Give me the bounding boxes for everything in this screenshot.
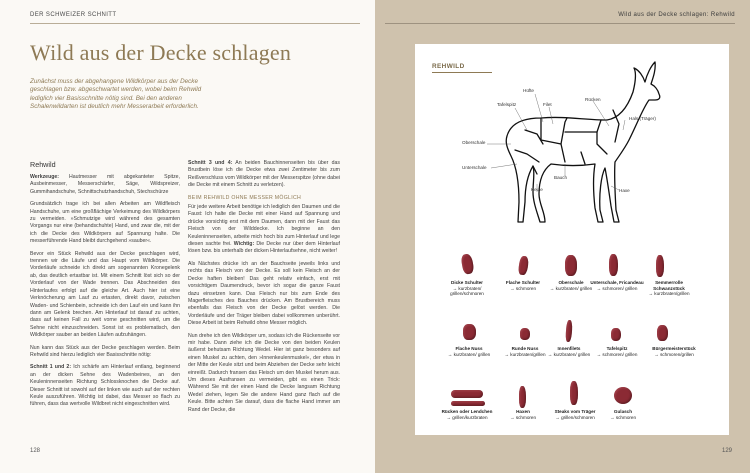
cut-label: Rücken oder Lendchen → grillen/kurzbraten <box>441 409 493 420</box>
paragraph: Grundsätzlich trage ich bei allen Arbeiten am Wildfleisch Handschuhe, um eine großflächige Verkeimung des Wildkörpers zu vermeiden. »Schmutzige wird während des gesamten Vorgangs nur eine (behandschuhte) Hand, und zwar die, mit der ich die Decke des Wildkörpers auf Spannung halte. Die messerführende Hand bleibt durchgehend »sauber«. <box>30 201 180 245</box>
text: Die Decke nur über dem Hinterlauf lösen bzw. bis unterhalb der dicken Hinterlaufsehne, nicht weiter! <box>188 241 340 255</box>
text: Für jede weitere Arbeit benötige ich lediglich den Daumen und die Faust: Ich halte die Decke mit einer Hand auf Spannung und drücke vorsichtig erst mit dem Daumen, dann mit der Faust das Fleisch von der Wilddecke. Ich beginne an den Keuleninnenseiten, arbeite mich hoch bis zum Hinterlauf und lege diesen sachte frei. <box>188 204 340 248</box>
header-rule <box>385 23 735 24</box>
page-number-left: 128 <box>30 448 41 454</box>
label-haxe: Haxe <box>619 188 630 193</box>
bold-text: Wichtig: <box>231 241 255 248</box>
meat-image-oberschale <box>565 255 577 276</box>
paragraph: Als Nächstes drücke ich an der Bauchseite jeweils links und rechts das Fleisch von der Decke. Es soll kein Fleisch an der Decke haften bleiben! Das geht relativ einfach, erst mit vorsichtigem Daumendruck, bevor ich sogar die ganze Faust dazu einsetzen kann. Das Fleisch nur bis zum Ende des Magerfleisches des Bauches drücken. Am Brustbereich muss ebenfalls das Fleisch von der Decke gelöst werden. Die Vorderläufe und der Träger bleiben dabei vollkommen unberührt. Diese Arbeit ist beim Rehwild ohne Messer möglich. <box>188 260 340 327</box>
meat-image-semmerrolle <box>656 255 664 277</box>
cut-label: Tafelspitz → schmoren/ grillen <box>596 346 638 357</box>
cut-label: Steaks vom Träger → grillen/schmoren <box>554 409 596 420</box>
text: Hautmesser mit abgekanteter Spitze, Ausbeinmesser, Messerschärfer, Säge, Wildspreizer, Gummihandschuhe, Schnittschutzhandschuh, Stechschürze <box>30 174 180 195</box>
meat-image-tafelspitz <box>611 328 621 341</box>
meat-image-dicke-schulter <box>460 253 474 275</box>
lead: Werkzeuge: <box>30 174 60 180</box>
meat-image-buergermeisterstueck <box>657 325 668 341</box>
label-unterschale: Unterschale <box>462 165 487 170</box>
meat-image-ruecken <box>451 390 483 398</box>
paragraph: Bevor ein Stück Rehwild aus der Decke geschlagen wird, trennen wir die Läufe und das Haupt vom Wildkörper. Die Vorderläufe schneide ich direkt am sogenannten Kronegelenk ab, das deutlich ertastbar ist. Mit einem Schnitt löst sich so der Vorderlauf von der Wade trennen. Das Abschneiden des Hinterlaufes erfolgt auf die gleiche Art. Auch hier ist eine Verknöcherung am Lauf zu ertasten, direkt davor, zwischen Waden- und Schienbein, schneide ich den Lauf ein und kann ihn dann am Gelenk brechen. Am Hinterlauf ist darauf zu achten, dass auf keinen Fall zu weit vorne geschnitten wird, um die Sehne nicht einzuschneiden. Sonst ist es problematisch, den Wildkörper sauber an beiden Läufen aufzuhängen. <box>30 250 180 339</box>
meat-image-steaks-traeger <box>570 381 578 405</box>
label-tafelspitz: Tafelspitz <box>497 102 517 107</box>
label-bauch: Bauch <box>554 175 568 180</box>
page-title: Wild aus der Decke schlagen <box>30 40 292 65</box>
section-heading: Rehwild <box>30 160 56 169</box>
meat-image-innenfilets <box>565 320 573 342</box>
cut-label: Unterschale, Fricandeau → schmoren/ grillen <box>590 280 644 291</box>
label-huefte: Hüfte <box>523 88 534 93</box>
intro-text: Zunächst muss der abgehangene Wildkörper aus der Decke geschlagen bzw. abgeschwartet werden, wobei beim Rehwild lediglich vier Basisschnitte nötig sind. Bei den anderen Schalenwildarten ist deutlich mehr Messerarbeit erforderlich. <box>30 78 202 110</box>
text: An beiden Bauchinnenseiten bis über das Brustbein löse ich die Decke etwa zwei Zentimeter bis zum Reißverschluss vom Wildkörper mit der Messerspitze (ohne dabei die Decke mit einem Schnitt zu verletzen). <box>188 160 341 189</box>
header-rule <box>30 23 360 24</box>
lead: Schnitt 1 und 2: <box>30 364 72 371</box>
paragraph: Nun kann das Stück aus der Decke geschlagen werden. Beim Rehwild sind hierzu lediglich vier Basisschnitte nötig: <box>30 344 180 358</box>
cut-label: Flache Nuss → kurzbraten/ grillen <box>447 346 491 357</box>
paragraph <box>30 364 180 408</box>
cut-label: Runde Nuss → kurzbraten/grillen <box>504 346 546 357</box>
label-filet: Filet <box>543 102 552 107</box>
meat-image-flache-schulter <box>518 255 530 275</box>
cut-label: Bürgermeisterstück → schmoren/grillen <box>652 346 696 357</box>
label-ruecken: Rücken <box>585 97 601 102</box>
card-label: REHWILD <box>432 63 465 70</box>
meat-image-runde-nuss <box>520 328 530 340</box>
cut-label: Dicke Schulter → kurzbraten/ grillen/schmoren <box>450 280 484 297</box>
paragraph <box>30 174 180 196</box>
running-head-left: DER SCHWEIZER SCHNITT <box>30 12 117 18</box>
paragraph <box>188 204 340 256</box>
text-column-1 <box>30 174 180 414</box>
running-head-right: Wild aus der Decke schlagen: Rehwild <box>618 12 735 18</box>
cut-label: Innenfilets → kurzbraten/ grillen <box>547 346 591 357</box>
label-hals: Hals (Träger) <box>629 116 656 121</box>
cut-label: Semmerrolle Schwanzstück → kurzbraten/grillen <box>648 280 690 297</box>
meat-image-haxen <box>519 386 526 408</box>
page-number-right: 129 <box>721 448 732 454</box>
cut-chart-card <box>415 44 729 435</box>
meat-image-gulasch <box>614 387 632 404</box>
cut-label: Oberschale → kurzbraten/ grillen <box>549 280 593 291</box>
lead: Schnitt 3 und 4: <box>188 160 233 166</box>
cut-label: Flache Schulter → schmoren <box>505 280 541 291</box>
meat-image-unterschale <box>609 254 618 276</box>
meat-image-flache-nuss <box>463 324 476 340</box>
text: Ich schärfe am Hinterlauf entlang, beginnend an der dicken Sehne des Wadenbeines, an den Keuleninnenseiten Richtung Schlossknochen die Decke auf. Dieser Schnitt ist sowohl auf der linken wie auch auf der rechten Keule auszuführen. Wichtig ist dabei, das Messer so flach zu führen, dass das wertvolle Wildbret nicht eingeschnitten wird. <box>30 364 180 408</box>
paragraph: Nun drehe ich den Wildkörper um, sodass ich die Rückenseite vor mir habe. Dann ziehe ich die Decke von den beiden Keulen äußerst behutsam Richtung Wedel. Hier ist ganz besonders auf einen Muskel zu achten, den »Innenkeulenmuskel«, der etwa in der Mitte der Keule sitzt und beim Abziehen der Decke sehr leicht einreißt. Dadurch fransen das Fleisch um den Muskel herum aus. Um dieses Ausfransen zu vermeiden, gibt es einen Trick: Während Sie mit der einen Hand die Decke langsam Richtung Wedel ziehen, legen Sie die andere Hand ganz flach auf die Keule. Bitte achten Sie darauf, dass die flache Hand immer am Rand der Decke, die <box>188 332 340 413</box>
subheading: BEIM REHWILD OHNE MESSER MÖGLICH <box>188 194 302 201</box>
cut-label: Haxen → schmoren <box>509 409 537 420</box>
label-oberschale: Oberschale <box>462 140 486 145</box>
label-keule: Keule <box>531 187 543 192</box>
meat-image-lendchen <box>451 401 485 406</box>
text-column-2 <box>188 160 340 419</box>
paragraph <box>188 160 340 190</box>
cut-label: Gulasch → schmoren <box>609 409 637 420</box>
